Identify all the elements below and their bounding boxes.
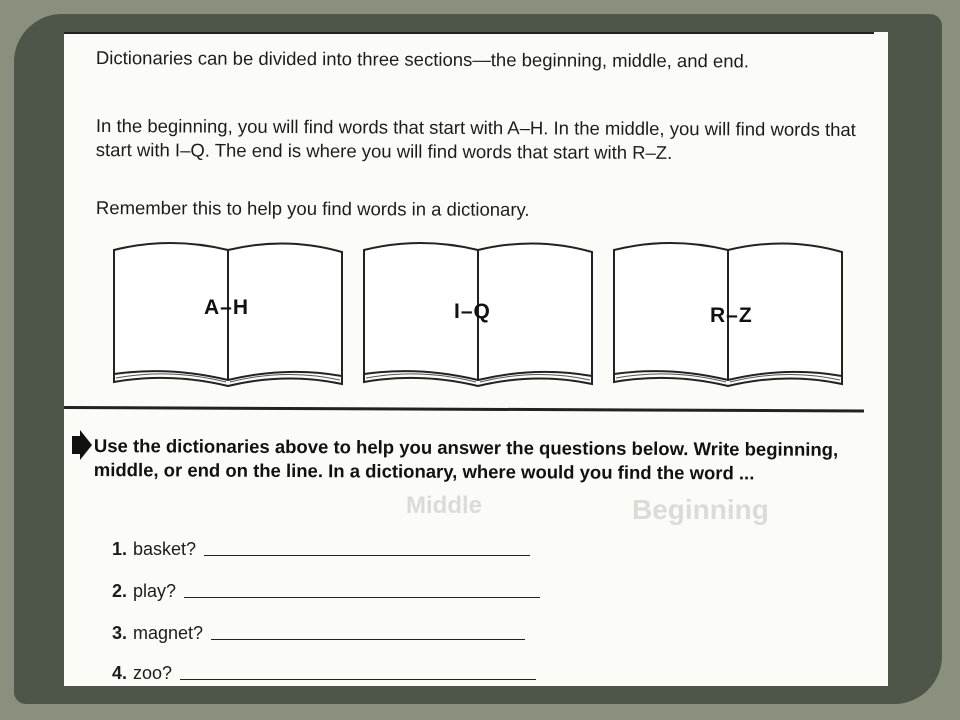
question-word: zoo? [133, 663, 173, 683]
intro-paragraph-1: Dictionaries can be divided into three sections—the beginning, middle, and end. [95, 46, 750, 72]
question-number: 4. [112, 663, 128, 683]
section-divider [64, 406, 864, 412]
bleed-through-middle: Middle [406, 492, 482, 519]
answer-line-3[interactable] [211, 639, 525, 640]
book-label: A–H [204, 296, 250, 319]
intro-paragraph-3: Remember this to help you find words in a dictionary. [95, 196, 530, 220]
question-number: 1. [112, 539, 128, 559]
answer-line-4[interactable] [180, 679, 536, 680]
book-label: I–Q [454, 300, 491, 323]
book-r-z [610, 240, 846, 392]
question-word: magnet? [133, 623, 204, 643]
question-3 [112, 616, 525, 644]
book-a-h [110, 240, 346, 392]
worksheet-page [64, 32, 888, 686]
question-word: play? [133, 581, 177, 601]
answer-line-1[interactable] [204, 555, 530, 556]
answer-line-2[interactable] [184, 597, 540, 598]
question-word: basket? [133, 539, 197, 559]
page-top-border [64, 32, 874, 34]
book-i-q [360, 240, 596, 392]
question-number: 2. [112, 581, 128, 601]
question-2 [112, 574, 540, 602]
bleed-through-beginning: Beginning [632, 494, 769, 525]
instructions-text: Use the dictionaries above to help you answer the questions below. Write beginning, middle, or end on the line. In a dictionary, where would you find the word ... [93, 435, 839, 484]
book-label: R–Z [710, 304, 753, 327]
question-1 [112, 532, 530, 560]
question-4 [112, 656, 536, 684]
arrow-right-icon [70, 430, 92, 460]
question-number: 3. [112, 623, 128, 643]
intro-paragraph-2: In the beginning, you will find words that start with A–H. In the middle, you will find words that start with I–Q. The end is where you will find words that start with R–Z. [95, 114, 856, 164]
